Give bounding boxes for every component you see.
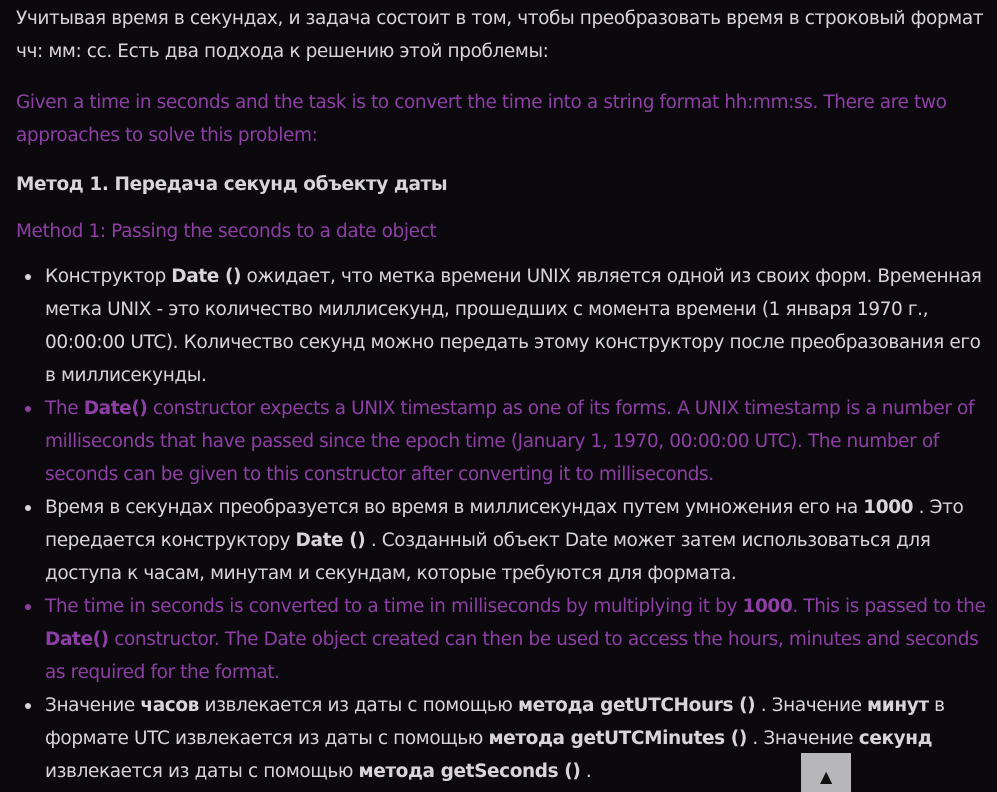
code-term: минут xyxy=(867,695,929,716)
code-term: часов xyxy=(140,695,199,716)
scroll-to-top-button[interactable] xyxy=(801,753,851,792)
code-term: Date() xyxy=(83,398,148,419)
arrow-up-icon: ▲ xyxy=(820,767,832,786)
method1-heading-ru: Метод 1. Передача секунд объекту даты xyxy=(16,174,448,195)
intro-paragraph-ru: Учитывая время в секундах, и задача состоит в том, чтобы преобразовать время в строковый формат чч: мм: сс. Есть два подхода к решению этой проблемы: xyxy=(16,8,984,62)
list-item: The Date() constructor expects a UNIX timestamp as one of its forms. A UNIX timestamp is a number of milliseconds that have passed since the epoch time (January 1, 1970, 00:00:00 UTC). The number of seconds can be given to this constructor after converting it to milliseconds. xyxy=(16,392,988,491)
list-item: Конструктор Date () ожидает, что метка времени UNIX является одной из своих форм. Временная метка UNIX - это количество миллисекунд, прошедших с момента времени (1 января 1970 г., 00:00:00 UTC). Количество секунд можно передать этому конструктору после преобразования его в миллисекунды. xyxy=(16,260,988,392)
code-term: метода getSeconds () xyxy=(358,761,581,782)
code-term: метода getUTCHours () xyxy=(517,695,756,716)
code-term: 1000 xyxy=(742,596,793,617)
article-content xyxy=(16,0,988,788)
list-item: The time in seconds is converted to a time in milliseconds by multiplying it by 1000. This is passed to the Date() constructor. The Date object created can then be used to access the hours, minutes and seconds as required for the format. xyxy=(16,590,988,689)
code-term: метода getUTCMinutes () xyxy=(488,728,747,749)
intro-paragraph-en: Given a time in seconds and the task is to convert the time into a string format hh:mm:ss. There are two approaches to solve this problem: xyxy=(16,92,947,146)
code-term: секунд xyxy=(858,728,933,749)
list-item: Значение часов извлекается из даты с помощью метода getUTCHours () . Значение минут в формате UTC извлекается из даты с помощью метода getUTCMinutes () . Значение секунд извлекается из даты с помощью метода getSeconds () . xyxy=(16,689,988,788)
code-term: 1000 xyxy=(863,497,914,518)
list-item: Время в секундах преобразуется во время в миллисекундах путем умножения его на 1000 . Это передается конструктору Date () . Созданный объект Date может затем использоваться для доступа к часам, минутам и секундам, которые требуются для формата. xyxy=(16,491,988,590)
method1-bullet-list xyxy=(16,260,988,788)
code-term: Date () xyxy=(295,530,366,551)
method1-heading-en: Method 1: Passing the seconds to a date object xyxy=(16,221,437,242)
code-term: Date () xyxy=(171,266,242,287)
code-term: Date() xyxy=(45,629,109,650)
